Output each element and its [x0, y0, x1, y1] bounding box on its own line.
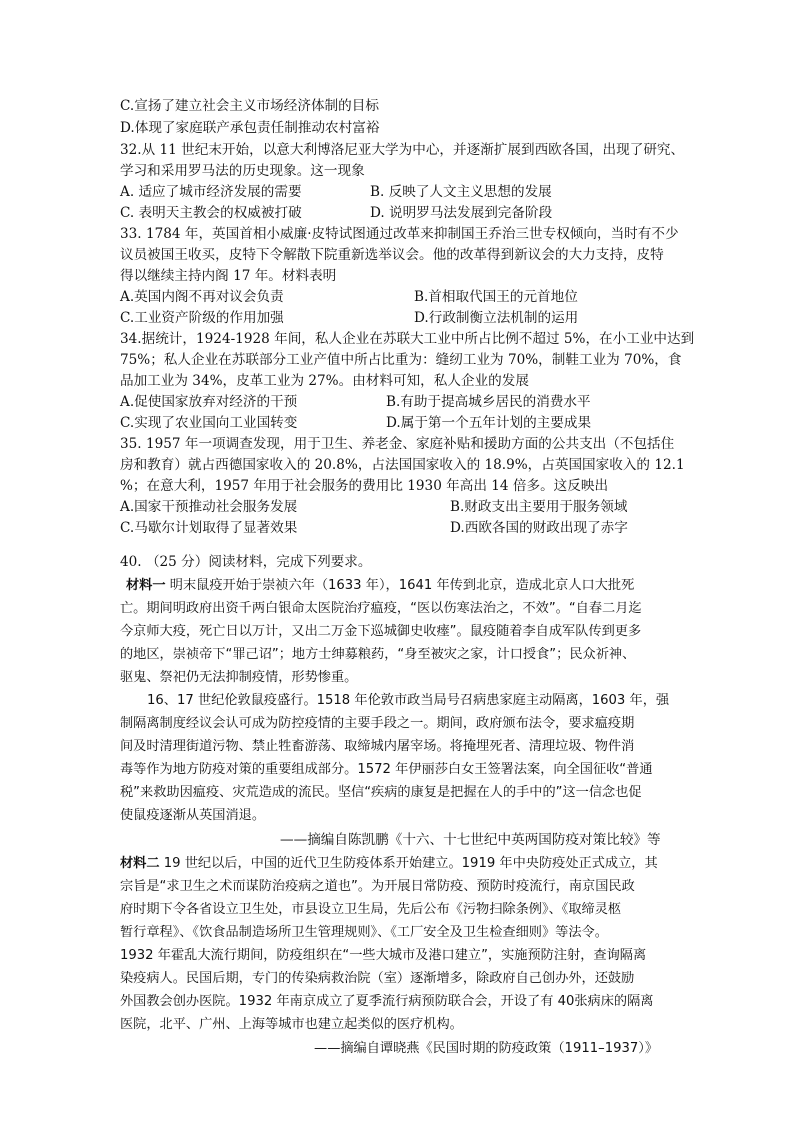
q40-material-1-p2-line-4: 毒等作为地方防疫对策的重要组成部分。1572 年伊丽莎白女王签署法案，向全国征收“普通: [120, 762, 653, 777]
q34-stem-line-3: 品加工业为 34%，皮革工业为 27%。由材料可知，私人企业的发展: [120, 373, 529, 389]
q40-material-1-p2-line-6: 使鼠疫逐渐从英国消退。: [120, 808, 266, 823]
q40-material-1-line-1: [126, 576, 634, 597]
q33-option-b: B.首相取代国王的元首地位: [414, 289, 578, 305]
q33-option-c: C.工业资产阶级的作用加强: [120, 310, 284, 326]
q34-option-c: C.实现了农业国向工业国转变: [120, 415, 298, 431]
q34-stem-line-2: 75%；私人企业在苏联部分工业产值中所占比重为：缝纫工业为 70%，制鞋工业为 70%，食: [120, 352, 682, 368]
material-1-text: 明末鼠疫开始于崇祯六年（1633 年），1641 年传到北京，造成北京人口大批死: [165, 578, 635, 593]
q32-option-a: A. 适应了城市经济发展的需要: [120, 184, 302, 200]
q32-option-d: D. 说明罗马法发展到完备阶段: [370, 205, 553, 221]
q35-option-a: A.国家干预推动社会服务发展: [120, 499, 298, 515]
q40-material-1-p2-line-2: 制隔离制度经议会认可成为防控疫情的主要手段之一。期间，政府颁布法令，要求瘟疫期: [120, 716, 635, 731]
q35-stem-line-3: %；在意大利，1957 年用于社会服务的费用比 1930 年高出 14 倍多。这反映出: [120, 478, 609, 494]
q40-material-1-source: ——摘编自陈凯鹏《十六、十七世纪中英两国防疫对策比较》等: [280, 832, 661, 848]
q40-material-1-p2-line-3: 间及时清理街道污物、禁止牲畜游荡、取缔城内屠宰场。将掩埋死者、清理垃圾、物件消: [120, 739, 635, 754]
q34-stem-line-1: 34.据统计，1924-1928 年间，私人企业在苏联大工业中所占比例不超过 5%，在小工业中达到: [120, 331, 695, 347]
q33-option-d: D.行政制衡立法机制的运用: [414, 310, 579, 326]
q40-material-2-line-4: 暂行章程》、《饮食品制造场所卫生管理规则》、《工厂安全及卫生检查细则》等法令。: [120, 925, 608, 940]
q40-material-2-line-3: 府时期下令各省设立卫生处，市县设立卫生局，先后公布《污物扫除条例》、《取缔灵柩: [120, 902, 622, 917]
q40-material-2-line-7: 外国教会创办医院。1932 年南京成立了夏季流行病预防联合会，开设了有 40张病床的隔离: [120, 994, 654, 1009]
q35-stem-line-2: 房和教育）就占西德国家收入的 20.8%，占法国国家收入的 18.9%，占英国国家收入的 12.1: [120, 457, 685, 473]
q33-stem-line-2: 议员被国王收买，皮特下令解散下院重新选举议会。他的改革得到新议会的大力支持，皮特: [120, 247, 664, 263]
q34-option-a: A.促使国家放弃对经济的干预: [120, 394, 298, 410]
q35-stem-line-1: 35. 1957 年一项调查发现，用于卫生、养老金、家庭补贴和援助方面的公共支出（不包括住: [120, 436, 675, 452]
q33-option-a: A.英国内阁不再对议会负责: [120, 289, 284, 305]
q40-material-2-line-2: 宗旨是“求卫生之术而谋防治疫病之道也”。为开展日常防疫、预防时疫流行，南京国民政: [120, 879, 635, 894]
q40-material-1-p2-line-5: 税”来救助因瘟疫、灾荒造成的流民。坚信“疾病的康复是把握在人的手中的”这一信念也促: [120, 785, 642, 800]
q40-heading: 40. （25 分）阅读材料，完成下列要求。: [120, 554, 372, 570]
q40-material-1-line-5: 驱鬼、祭祀仍无法抑制疫情，形势惨重。: [120, 670, 358, 685]
q40-material-1-p2-line-1: 16、17 世纪伦敦鼠疫盛行。1518 年伦敦市政当局号召病患家庭主动隔离，1603 年，强: [147, 693, 670, 708]
q40-material-1-line-3: 今京师大疫，死亡日以万计，又出二万金下巡城御史收瘗”。鼠疫随着李自成军队传到更多: [120, 624, 642, 639]
q32-stem-line-1: 32.从 11 世纪末开始，以意大利博洛尼亚大学为中心，并逐渐扩展到西欧各国，出现了研究、: [120, 142, 685, 158]
q32-option-b: B. 反映了人文主义思想的发展: [370, 184, 552, 200]
q40-material-2-source: ——摘编自谭晓燕《民国时期的防疫政策（1911–1937）》: [314, 1041, 659, 1056]
q31-option-c: C.宣扬了建立社会主义市场经济体制的目标: [120, 98, 379, 114]
q32-stem-line-2: 学习和采用罗马法的历史现象。这一现象: [120, 163, 365, 179]
material-2-text: 19 世纪以后，中国的近代卫生防疫体系开始建立。1919 年中央防疫处正式成立，其: [159, 856, 658, 871]
material-1-label: 材料一: [126, 578, 166, 593]
q40-material-2-line-1: [120, 854, 658, 875]
q31-option-d: D.体现了家庭联产承包责任制推动农村富裕: [120, 120, 380, 136]
q40-material-2-line-6: 染疫病人。民国后期，专门的传染病救治院（室）逐渐增多，除政府自己创办外，还鼓励: [120, 971, 635, 986]
material-2-label: 材料二: [120, 856, 160, 871]
q35-option-b: B.财政支出主要用于服务领域: [450, 499, 628, 515]
q40-material-2-line-5: 1932 年霍乱大流行期间，防疫组织在“一些大城市及港口建立”，实施预防注射，查询隔离: [120, 948, 647, 963]
q33-stem-line-3: 得以继续主持内阁 17 年。材料表明: [120, 268, 337, 284]
q34-option-d: D.属于第一个五年计划的主要成果: [386, 415, 592, 431]
q40-material-1-line-4: 的地区，崇祯帝下“罪己诏”；地方士绅募粮药，“身至被灾之家，计口授食”；民众祈神、: [120, 647, 636, 662]
q40-material-1-line-2: 亡。期间明政府出资千两白银命太医院治疗瘟疫，“医以伤寒法治之，不效”。“自春二月迄: [120, 601, 642, 616]
q40-material-2-line-8: 医院，北平、广州、上海等城市也建立起类似的医疗机构。: [120, 1017, 463, 1032]
q35-option-d: D.西欧各国的财政出现了赤字: [450, 520, 628, 536]
q34-option-b: B.有助于提高城乡居民的消费水平: [386, 394, 591, 410]
q35-option-c: C.马歇尔计划取得了显著效果: [120, 520, 298, 536]
q32-option-c: C. 表明天主教会的权威被打破: [120, 205, 302, 221]
q33-stem-line-1: 33. 1784 年，英国首相小威廉·皮特试图通过改革来抑制国王乔治三世专权倾向，当时有不少: [120, 226, 679, 242]
